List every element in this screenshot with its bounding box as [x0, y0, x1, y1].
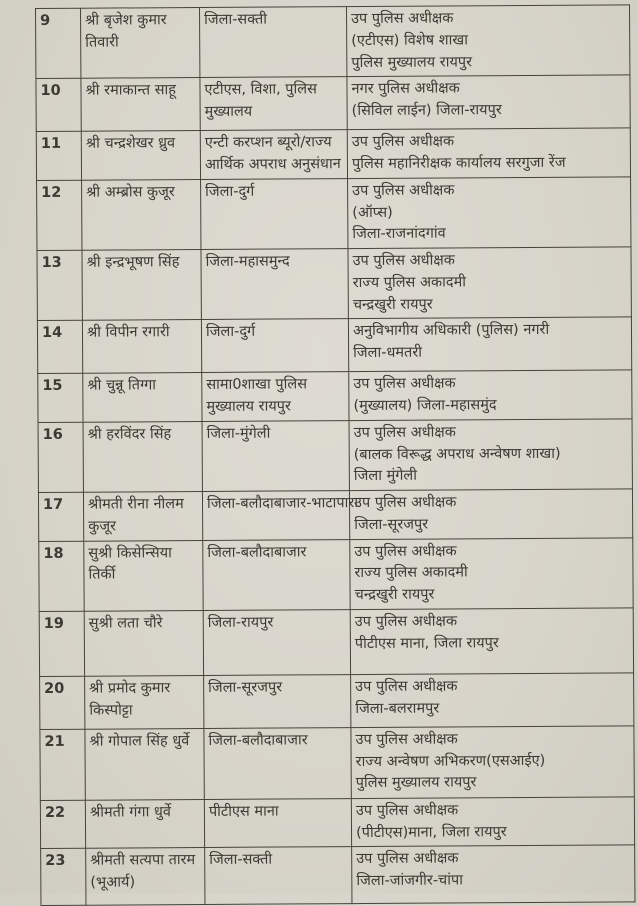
table-row [38, 419, 632, 493]
current-posting: जिला-महासमुन्द [201, 249, 348, 320]
new-posting-line: जिला-राजनांदगांव [352, 225, 446, 243]
current-posting: जिला-सक्ती [199, 7, 346, 78]
new-posting-line: राज्य अन्वेषण अभिकरण(एसआईए) [355, 752, 546, 770]
transfer-table-body [36, 5, 635, 906]
officer-name: श्री अम्ब्रोस कुजूर [82, 179, 201, 250]
current-posting: जिला-मुंगेली [202, 420, 349, 491]
new-posting-line: उप पुलिस अधीक्षक [355, 678, 458, 695]
serial-number: 9 [36, 8, 81, 79]
new-posting-line: (सिविल लाईन) जिला-रायपुर [351, 102, 502, 120]
new-posting-line: (एटीएस) विशेष शाखा [351, 32, 468, 49]
table-row [41, 845, 635, 906]
officer-name: श्री विपीन रगारी [82, 320, 201, 374]
scanned-page [35, 4, 634, 906]
new-posting [346, 5, 629, 77]
table-row [40, 797, 634, 849]
current-posting: जिला-बलौदाबाजार [204, 727, 351, 799]
current-posting: पीटीएस माना [204, 798, 351, 847]
current-posting: जिला-सूरजपुर [204, 674, 351, 728]
new-posting-line: चन्द्रखुरी रायपुर [352, 296, 433, 313]
current-posting: जिला-सक्ती [205, 847, 352, 905]
current-posting: जिला-रायपुर [203, 609, 350, 675]
officer-name: सुश्री किसेन्सिया तिर्की [84, 540, 203, 611]
current-posting: सामा0शाखा पुलिस मुख्यालय रायपुर [202, 372, 349, 421]
officer-name: श्री इन्द्रभूषण सिंह [82, 249, 201, 320]
officer-name: श्री चन्द्रशेखर ध्रुव [81, 131, 200, 180]
new-posting [352, 845, 635, 904]
new-posting-line: उप पुलिस अधीक्षक [354, 542, 457, 560]
new-posting [351, 673, 634, 728]
new-posting-line: उप पुलिस अधीक्षक [351, 133, 455, 151]
new-posting [347, 128, 630, 178]
new-posting [349, 419, 632, 491]
officer-name: श्रीमती रीना नीलम कुजूर [83, 491, 202, 540]
new-posting-line: उप पुलिस अधीक्षक [353, 375, 456, 393]
officer-name: श्रीमती गंगा धुर्वे [85, 799, 204, 848]
officer-name: श्री प्रमोद कुमार किस्पोट्टा [85, 675, 204, 729]
new-posting-line: उप पुलिस अधीक्षक [354, 613, 458, 630]
new-posting-line: चन्द्रखुरी रायपुर [354, 586, 435, 604]
new-posting [347, 75, 630, 130]
table-row [37, 177, 631, 251]
serial-number: 13 [37, 250, 82, 321]
new-posting-line: जिला-बलरामपुर [355, 700, 440, 717]
new-posting-line: जिला मुंगेली [353, 467, 418, 485]
new-posting [349, 370, 632, 420]
new-posting-line: पुलिस मुख्यालय रायपुर [355, 774, 477, 792]
new-posting-line: उप पुलिस अधीक्षक [356, 850, 459, 868]
serial-number: 15 [38, 373, 83, 422]
serial-number: 20 [40, 676, 85, 729]
new-posting [351, 797, 634, 847]
new-posting-line: राज्य पुलिस अकादमी [354, 564, 468, 582]
current-posting: जिला-बलौदाबाजार-भाटापारा [202, 491, 349, 540]
officer-name: श्री बृजेश कुमार तिवारी [81, 7, 200, 78]
table-row [40, 726, 634, 801]
officer-name: श्री हरविंदर सिंह [83, 421, 202, 492]
new-posting-line: उप पुलिस अधीक्षक [352, 182, 455, 199]
table-row [39, 537, 633, 611]
officer-name: श्री चुन्नू तिग्गा [83, 373, 202, 422]
new-posting-line: उप पुलिस अधीक्षक [353, 494, 457, 512]
new-posting-line: उप पुलिस अधीक्षक [355, 731, 458, 748]
new-posting-line: जिला-धमतरी [353, 344, 423, 362]
new-posting-line: राज्य पुलिस अकादमी [352, 274, 467, 291]
current-posting: जिला-बलौदाबाजार [203, 539, 350, 610]
table-row [38, 489, 632, 541]
table-row [37, 317, 631, 374]
officer-name: श्री गोपाल सिंह धुर्वे [85, 728, 204, 800]
new-posting-line: उप पुलिस अधीक्षक [355, 802, 459, 819]
serial-number: 14 [37, 320, 82, 373]
serial-number: 11 [36, 131, 81, 180]
current-posting: एटीएस, विशा, पुलिस मुख्यालय [200, 77, 347, 131]
serial-number: 22 [40, 800, 85, 849]
table-row [36, 75, 630, 132]
new-posting [349, 489, 632, 539]
table-row [40, 673, 634, 730]
new-posting [351, 726, 634, 799]
serial-number: 12 [37, 180, 82, 251]
serial-number: 10 [36, 78, 81, 131]
serial-number: 16 [38, 422, 83, 493]
new-posting-line: (पीटीएस)माना, जिला रायपुर [355, 823, 507, 841]
serial-number: 21 [40, 729, 85, 800]
current-posting: जिला-दुर्ग [201, 319, 348, 373]
new-posting-line: पीटीएस माना, जिला रायपुर [354, 634, 499, 652]
table-row [36, 128, 630, 180]
new-posting-line: उप पुलिस अधीक्षक [353, 424, 456, 441]
table-row [37, 247, 631, 321]
officer-name: श्री रमाकान्त साहू [81, 78, 200, 132]
serial-number: 17 [38, 492, 83, 541]
new-posting-line: पुलिस मुख्यालय रायपुर [351, 53, 473, 71]
new-posting-line: (मुख्यालय) जिला-महासमुंद [353, 397, 497, 415]
new-posting-line: जिला-जांजगीर-चांपा [356, 872, 464, 890]
new-posting-line: पुलिस महानिरीक्षक कार्यालय सरगुजा रेंज [351, 154, 566, 173]
new-posting [350, 608, 633, 675]
new-posting [348, 177, 631, 249]
new-posting [348, 247, 631, 319]
transfer-order-table [35, 4, 635, 906]
new-posting [350, 537, 633, 609]
current-posting: जिला-दुर्ग [201, 178, 348, 249]
new-posting-line: नगर पुलिस अधीक्षक [351, 80, 460, 98]
current-posting: एन्टी करप्शन ब्यूरो/राज्य आर्थिक अपराध अनुसंधान [200, 130, 347, 179]
new-posting-line: जिला-सूरजपुर [354, 516, 429, 533]
serial-number: 23 [41, 848, 86, 905]
new-posting-line: उप पुलिस अधीक्षक [352, 252, 455, 270]
table-row [36, 5, 630, 79]
officer-name: सुश्री लता चौरे [84, 610, 203, 676]
table-row [38, 370, 632, 422]
new-posting-line: (बालक विरूद्ध अपराध अन्वेषण शाखा) [353, 445, 561, 463]
new-posting-line: अनुविभागीय अधिकारी (पुलिस) नगरी [352, 322, 550, 340]
table-row [39, 608, 633, 677]
serial-number: 19 [39, 611, 84, 676]
new-posting-line: उप पुलिस अधीक्षक [351, 10, 454, 28]
new-posting [348, 317, 631, 372]
new-posting-line: (ऑप्स) [352, 204, 393, 221]
officer-name: श्रीमती सत्यपा तारम (भूआर्य) [86, 848, 205, 906]
serial-number: 18 [39, 541, 84, 612]
